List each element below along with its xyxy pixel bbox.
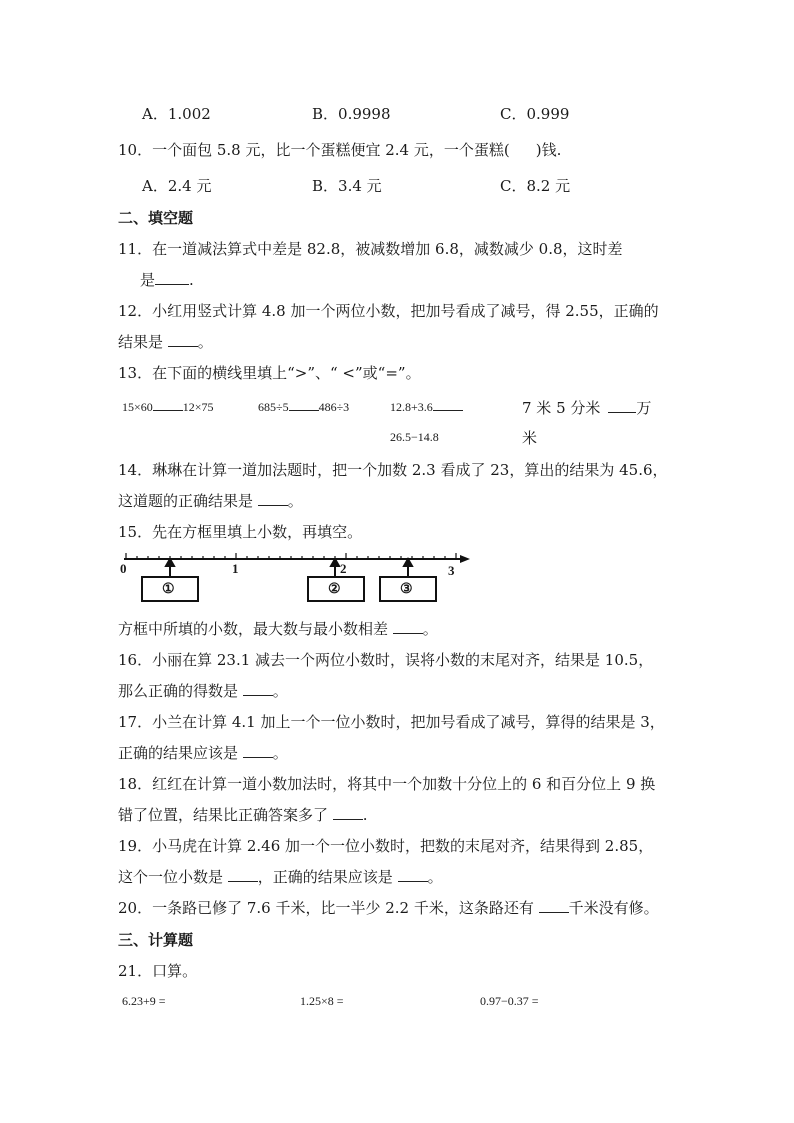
q18-line1: 18．红红在计算一道小数加法时，将其中一个加数十分位上的 6 和百分位上 9 换 (118, 775, 656, 793)
q14-prefix: 这道题的正确结果是 (118, 492, 258, 510)
q13-item1-right: 12×75 (182, 400, 214, 414)
number-line-box-label-1: ① (162, 582, 175, 597)
q13-item2-blank[interactable] (289, 410, 319, 411)
number-line-arrow (460, 555, 470, 563)
q16-suffix: 。 (272, 682, 288, 700)
q14-answer-blank[interactable] (258, 505, 288, 506)
q13-item3-blank[interactable] (433, 410, 463, 411)
q13-item1-left: 15×60 (122, 400, 153, 414)
q11-suffix: . (189, 271, 194, 289)
q19-suffix: 。 (427, 868, 443, 886)
q20-suffix: 千米没有修。 (568, 899, 659, 917)
q16-line1: 16．小丽在算 23.1 减去一个两位小数时，误将小数的末尾对齐，结果是 10.5， (118, 651, 654, 669)
number-line-box-label-2: ② (328, 582, 341, 597)
number-line-label-0: 0 (120, 561, 127, 576)
q20-answer-blank[interactable] (539, 912, 569, 913)
q9-option-c: C．0.999 (500, 105, 570, 123)
q17-line2 (118, 742, 288, 763)
number-line-label-1: 1 (232, 561, 239, 576)
q17-suffix: 。 (272, 744, 288, 762)
q13-item3-top (390, 400, 463, 415)
q13-text: 13．在下面的横线里填上“>”、“ <”或“=”。 (118, 364, 421, 382)
q13-item3-bottom: 26.5−14.8 (390, 430, 439, 444)
q12-line1: 12．小红用竖式计算 4.8 加一个两位小数，把加号看成了减号，得 2.55，正确的 (118, 302, 659, 320)
q12-prefix: 结果是 (118, 333, 168, 351)
q21-item-1: 6.23+9 = (122, 994, 166, 1008)
q19-prefix: 这个一位小数是 (118, 868, 228, 886)
q18-prefix: 错了位置，结果比正确答案多了 (118, 806, 333, 824)
q21-text: 21．口算。 (118, 962, 198, 980)
q18-suffix: . (362, 806, 368, 824)
q17-prefix: 正确的结果应该是 (118, 744, 243, 762)
section-title-fill-blank: 二、填空题 (118, 209, 194, 227)
q16-prefix: 那么正确的得数是 (118, 682, 243, 700)
q15-prefix: 方框中所填的小数，最大数与最小数相差 (118, 620, 393, 638)
q13-item1 (122, 400, 214, 415)
q11-line2 (140, 269, 194, 290)
q21-item-2: 1.25×8 = (300, 994, 344, 1008)
q19-answer-blank-1[interactable] (228, 881, 258, 882)
q13-item1-blank[interactable] (153, 410, 183, 411)
q21-item-3: 0.97−0.37 = (480, 994, 539, 1008)
q13-item3-top-text: 12.8+3.6 (390, 400, 433, 414)
q11-answer-blank[interactable] (155, 284, 189, 285)
q13-item4-blank[interactable] (608, 412, 636, 413)
q19-answer-blank-2[interactable] (398, 881, 428, 882)
q9-option-b: B．0.9998 (312, 105, 391, 123)
q12-line2 (118, 331, 213, 352)
q13-item4-right: 万 (636, 399, 652, 417)
q13-item4 (522, 397, 651, 418)
q15-number-line (118, 549, 478, 607)
q13-item2-left: 685÷5 (258, 400, 289, 414)
number-line-graphic (118, 549, 478, 607)
q20-prefix: 20．一条路已修了 7.6 千米，比一半少 2.2 千米，这条路还有 (118, 899, 539, 917)
q10-option-b: B．3.4 元 (312, 177, 382, 195)
q13-item4-bottom: 米 (522, 429, 538, 447)
q11-prefix: 是 (140, 271, 156, 289)
q10-question (118, 139, 561, 160)
q16-answer-blank[interactable] (243, 695, 273, 696)
q15-text: 15．先在方框里填上小数，再填空。 (118, 523, 363, 541)
q13-item2 (258, 400, 349, 415)
q12-suffix: 。 (197, 333, 213, 351)
q15-answer-blank[interactable] (393, 633, 423, 634)
q18-answer-blank[interactable] (333, 819, 363, 820)
q19-mid: ，正确的结果应该是 (257, 868, 398, 886)
q10-text-after: )钱. (535, 141, 562, 159)
q13-item4-left: 7 米 5 分米 (522, 399, 601, 417)
q12-answer-blank[interactable] (168, 346, 198, 347)
q20-line (118, 897, 659, 918)
q9-option-a: A．1.002 (142, 105, 211, 123)
q14-suffix: 。 (287, 492, 303, 510)
q14-line1: 14．琳琳在计算一道加法题时，把一个加数 2.3 看成了 23，算出的结果为 45.6， (118, 461, 668, 479)
number-line-label-3: 3 (448, 563, 455, 578)
q17-answer-blank[interactable] (243, 757, 273, 758)
section-title-calculation: 三、计算题 (118, 931, 194, 949)
number-line-label-2: 2 (340, 561, 347, 576)
q15-line2 (118, 618, 438, 639)
q13-item2-right: 486÷3 (318, 400, 350, 414)
q10-option-a: A．2.4 元 (142, 177, 212, 195)
q18-line2 (118, 804, 368, 825)
q15-suffix: 。 (422, 620, 438, 638)
q11-line1: 11．在一道减法算式中差是 82.8，被减数增加 6.8，减数减少 0.8，这时差 (118, 240, 623, 258)
q10-option-c: C．8.2 元 (500, 177, 571, 195)
q14-line2 (118, 490, 303, 511)
q19-line2 (118, 866, 443, 887)
q10-text-before: 10．一个面包 5.8 元，比一个蛋糕便宜 2.4 元，一个蛋糕( (118, 141, 510, 159)
number-line-box-label-3: ③ (400, 582, 413, 597)
q17-line1: 17．小兰在计算 4.1 加上一个一位小数时，把加号看成了减号，算得的结果是 3， (118, 713, 665, 731)
q16-line2 (118, 680, 288, 701)
number-line-pointers (166, 559, 412, 577)
q19-line1: 19．小马虎在计算 2.46 加一个一位小数时，把数的末尾对齐，结果得到 2.85， (118, 837, 654, 855)
